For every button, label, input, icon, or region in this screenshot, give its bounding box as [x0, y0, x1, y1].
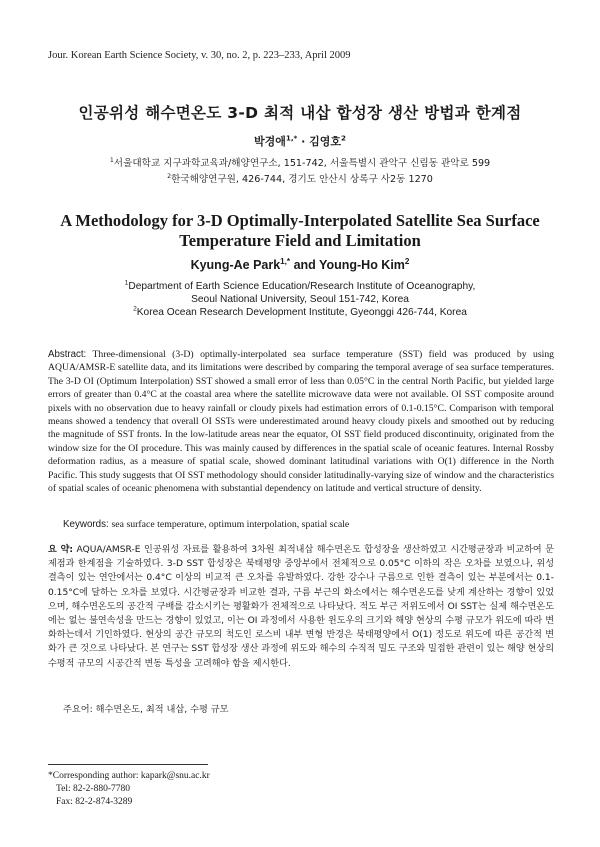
english-affiliation-1-cont: Seoul National University, Seoul 151-742, Korea — [191, 294, 409, 305]
english-author-and: and — [290, 258, 320, 272]
corresponding-author: *Corresponding author: kapark@snu.ac.kr — [48, 771, 210, 781]
english-author-2-sup: 2 — [404, 256, 410, 266]
korean-keywords — [63, 701, 229, 715]
korean-author-separator: · — [297, 135, 310, 148]
korean-authors — [0, 133, 600, 149]
korean-affiliation-2-text: 한국해양연구원, 426-744, 경기도 안산시 상록구 사2동 1270 — [171, 174, 433, 185]
korean-affiliation-2-sup: 2 — [167, 172, 172, 180]
korean-affiliation-1 — [0, 155, 600, 169]
english-author-2: Young-Ho Kim — [319, 258, 405, 272]
english-affiliation-1-line-1: Department of Earth Science Education/Research Institute of Oceanography, — [128, 281, 476, 292]
korean-author-1-sup: 1,* — [285, 133, 298, 143]
abstract-label: Abstract: — [48, 349, 87, 360]
english-keywords — [63, 519, 349, 530]
english-authors — [0, 258, 600, 272]
english-author-1: Kyung-Ae Park — [190, 258, 281, 272]
english-title-line-1: A Methodology for 3-D Optimally-Interpolated Satellite Sea Surface — [60, 211, 540, 230]
english-title-line-2: Temperature Field and Limitation — [179, 231, 421, 250]
korean-author-2-sup: 2 — [341, 133, 346, 143]
korean-abstract-text: AQUA/AMSR-E 인공위성 자료를 활용하여 3차원 최적내삽 해수면온도 합성장을 생산하였고 시간평균장과 비교하여 문제점과 한계점을 기술하였다. 3-D SST 합성장은 북태평양 중앙부에서 전체적으로 0.05°C 이하의 작은 오차를 보였으나, 위성 결측이 있는 연안에서는 0.4°C 이상의 비교적 큰 오차를 유발하였다. 강한 강수나 구름으로 인한 결측이 있는 부분에서는 0.1-0.15°C에 달하는 오차를 보였다. 시간평균장과 비교한 결과, 구름 부근의 화소에서는 해수면온도를 낮게 계산하는 경향이 있었으며, 해수면온도의 공간적 구배를 감소시키는 평활화가 전체적으로 나타났다. 적도 부근 저위도에서 OI SST는 실제 해수면온도에는 없는 불연속성을 만드는 경향이 있었고, 이는 OI 과정에서 사용한 윈도우의 크기와 해양 현상의 수평 규모가 위도에 따라 변화하는데서 기인하였다. 현상의 공간 규모의 척도인 로스비 내부 변형 반경은 북태평양에서 O(1) 정도로 위도에 따른 공간적 변화가 큰 것으로 나타났다. 본 연구는 SST 합성장 생산 과정에 위도와 해수의 수직적 밀도 구조와 밀접한 관련이 있는 해양 현상의 수평적 규모의 시공간적 변동 특성을 고려해야 함을 제시한다. — [48, 545, 554, 669]
english-affiliation-1-sup: 1 — [124, 279, 129, 287]
korean-affiliation-1-text: 서울대학교 지구과학교육과/해양연구소, 151-742, 서울특별시 관악구 신림동 관악로 599 — [113, 158, 491, 169]
english-affiliation-2-sup: 2 — [133, 305, 137, 313]
footnote-divider — [48, 764, 208, 765]
korean-author-1: 박경애 — [253, 135, 286, 148]
english-affiliation-2-text: Korea Ocean Research Development Institute, Gyeonggi 426-744, Korea — [136, 307, 467, 318]
korean-abstract-label: 요 약: — [48, 545, 74, 555]
english-affiliation-2 — [0, 307, 600, 318]
fax: Fax: 82-2-874-3289 — [56, 797, 133, 807]
abstract-text: Three-dimensional (3-D) optimally-interpolated sea surface temperature (SST) field was produced by using AQUA/AMSR-E satellite data, and its limitations were described by comparing the temporal average of sea surface temperatures. The 3-D OI (Optimum Interpolation) SST showed a small error of less than 0.05°C in the central North Pacific, but yielded large errors of greater than 0.4°C at the coastal area where the satellite microwave data were not available. OI SST composite around pixels with no observation due to heavy rainfall or cloudy pixels had estimation errors of 0.1-0.15°C. Comparison with temporal means showed a tendency that overall OI SSTs were underestimated around heavy cloudy pixels and smoothed out by reducing the magnitude of SST fronts. In the low-latitude areas near the equator, OI SST field produced discontinuity, originated from the window size for the OI procedure. This was mainly caused by differences in the spatial scale of oceanic features. Internal Rossby deformation radius, as a measure of spatial scale, showed dominant latitudinal variations with O(1) difference in the North Pacific. This study suggests that OI SST methodology should consider latitudinally-varying size of window and the characteristics of spatial scales of oceanic phenomena with substantial dependency on latitude and vertical structure of density. — [48, 349, 555, 495]
korean-title: 인공위성 해수면온도 3-D 최적 내삽 합성장 생산 방법과 한계점 — [78, 104, 522, 122]
keywords-label: Keywords: — [63, 519, 109, 530]
keywords-text: sea surface temperature, optimum interpolation, spatial scale — [111, 519, 350, 530]
english-title — [0, 211, 600, 251]
footnote — [48, 770, 210, 809]
korean-keywords-text: 해수면온도, 최적 내삽, 수평 규모 — [95, 704, 229, 715]
korean-affiliation-1-sup: 1 — [109, 156, 114, 164]
korean-keywords-label: 주요어: — [63, 704, 93, 715]
journal-citation: Jour. Korean Earth Science Society, v. 30, no. 2, p. 223–233, April 2009 — [48, 50, 351, 61]
telephone: Tel: 82-2-880-7780 — [56, 784, 131, 794]
english-author-1-sup: 1,* — [280, 256, 291, 266]
korean-abstract — [48, 543, 554, 671]
english-affiliation-1 — [0, 281, 600, 292]
korean-author-2: 김영호 — [309, 135, 342, 148]
korean-affiliation-2 — [0, 171, 600, 185]
english-abstract — [48, 348, 554, 495]
